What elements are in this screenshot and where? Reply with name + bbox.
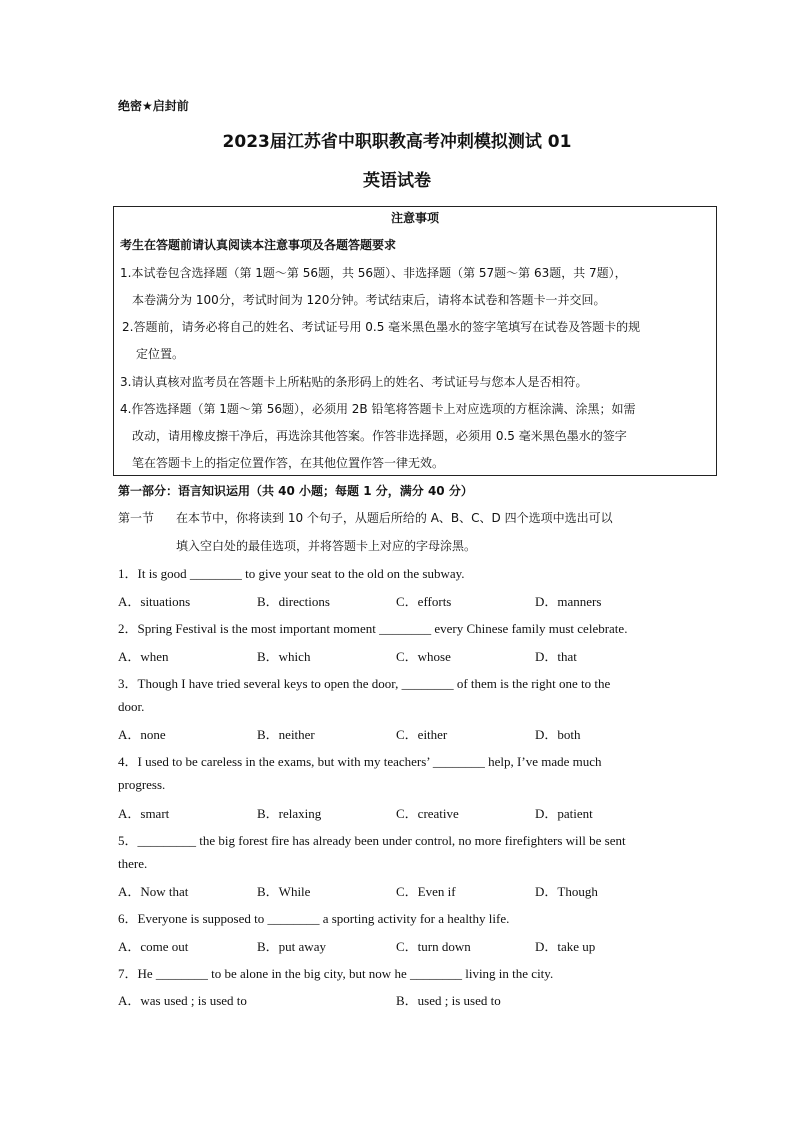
option-b: B．While — [257, 884, 311, 899]
option-b: B．directions — [257, 594, 330, 609]
notice-line: 本卷满分为 100分，考试时间为 120分钟。考试结束后，请将本试卷和答题卡一并交回。 — [132, 293, 606, 307]
option-b: B．neither — [257, 727, 315, 742]
notice-line: 笔在答题卡上的指定位置作答，在其他位置作答一律无效。 — [132, 456, 445, 470]
notice-title: 注意事项 — [390, 211, 439, 225]
option-a: A．when — [118, 649, 169, 664]
part1-heading: 第一部分：语言知识运用（共 40 小题；每题 1 分，满分 40 分） — [118, 484, 473, 498]
question-stem: 7．He ________ to be alone in the big city, but now he ________ living in the city. — [118, 966, 554, 981]
exam-subtitle: 英语试卷 — [363, 171, 431, 191]
option-d: D．both — [535, 727, 581, 742]
option-c: C．whose — [396, 649, 451, 664]
question-stem-cont: there. — [118, 856, 148, 871]
option-a: A．was used ; is used to — [118, 993, 247, 1008]
option-b: B．put away — [257, 939, 326, 954]
notice-line: 1.本试卷包含选择题（第 1题～第 56题，共 56题）、非选择题（第 57题～第 63题，共 7题）， — [120, 266, 627, 280]
option-d: D．that — [535, 649, 577, 664]
question-stem-cont: door. — [118, 699, 145, 714]
option-a: A．smart — [118, 806, 170, 821]
section-label: 第一节 — [118, 511, 155, 525]
option-a: A．none — [118, 727, 166, 742]
option-b: B．used ; is used to — [396, 993, 501, 1008]
option-c: C．efforts — [396, 594, 452, 609]
secret-label: 绝密★启封前 — [118, 99, 189, 113]
notice-line: 3.请认真核对监考员在答题卡上所粘贴的条形码上的姓名、考试证号与您本人是否相符。 — [120, 375, 588, 389]
option-a: A．Now that — [118, 884, 189, 899]
question-stem-cont: progress. — [118, 777, 166, 792]
question-stem: 4．I used to be careless in the exams, but with my teachers’ ________ help, I’ve made much — [118, 754, 602, 769]
option-a: A．situations — [118, 594, 191, 609]
question-stem: 1．It is good ________ to give your seat to the old on the subway. — [118, 566, 465, 581]
section-instruction: 在本节中，你将读到 10 个句子，从题后所给的 A、B、C、D 四个选项中选出可以 — [176, 511, 613, 525]
option-d: D．patient — [535, 806, 593, 821]
notice-line: 2.答题前，请务必将自己的姓名、考试证号用 0.5 毫米黑色墨水的签字笔填写在试卷及答题卡的规 — [122, 320, 641, 334]
option-c: C．creative — [396, 806, 459, 821]
option-c: C．turn down — [396, 939, 471, 954]
question-stem: 5．_________ the big forest fire has already been under control, no more firefighters will be sent — [118, 833, 626, 848]
question-stem: 2．Spring Festival is the most important moment ________ every Chinese family must celebrate. — [118, 621, 628, 636]
question-stem: 6．Everyone is supposed to ________ a sporting activity for a healthy life. — [118, 911, 510, 926]
option-b: B．which — [257, 649, 311, 664]
notice-line: 4.作答选择题（第 1题～第 56题），必须用 2B 铅笔将答题卡上对应选项的方框涂满、涂黑；如需 — [120, 402, 636, 416]
option-b: B．relaxing — [257, 806, 322, 821]
notice-line: 改动，请用橡皮擦干净后，再选涂其他答案。作答非选择题，必须用 0.5 毫米黑色墨水的签字 — [132, 429, 627, 443]
option-d: D．manners — [535, 594, 602, 609]
option-d: D．take up — [535, 939, 596, 954]
option-c: C．either — [396, 727, 448, 742]
option-c: C．Even if — [396, 884, 456, 899]
notice-intro: 考生在答题前请认真阅读本注意事项及各题答题要求 — [120, 238, 397, 252]
section-instruction: 填入空白处的最佳选项，并将答题卡上对应的字母涂黑。 — [176, 539, 477, 553]
question-stem: 3．Though I have tried several keys to open the door, ________ of them is the right one to the — [118, 676, 611, 691]
exam-title: 2023届江苏省中职职教高考冲刺模拟测试 01 — [222, 132, 572, 152]
option-d: D．Though — [535, 884, 598, 899]
option-a: A．come out — [118, 939, 189, 954]
notice-line: 定位置。 — [136, 347, 185, 361]
notice-box — [113, 206, 717, 476]
